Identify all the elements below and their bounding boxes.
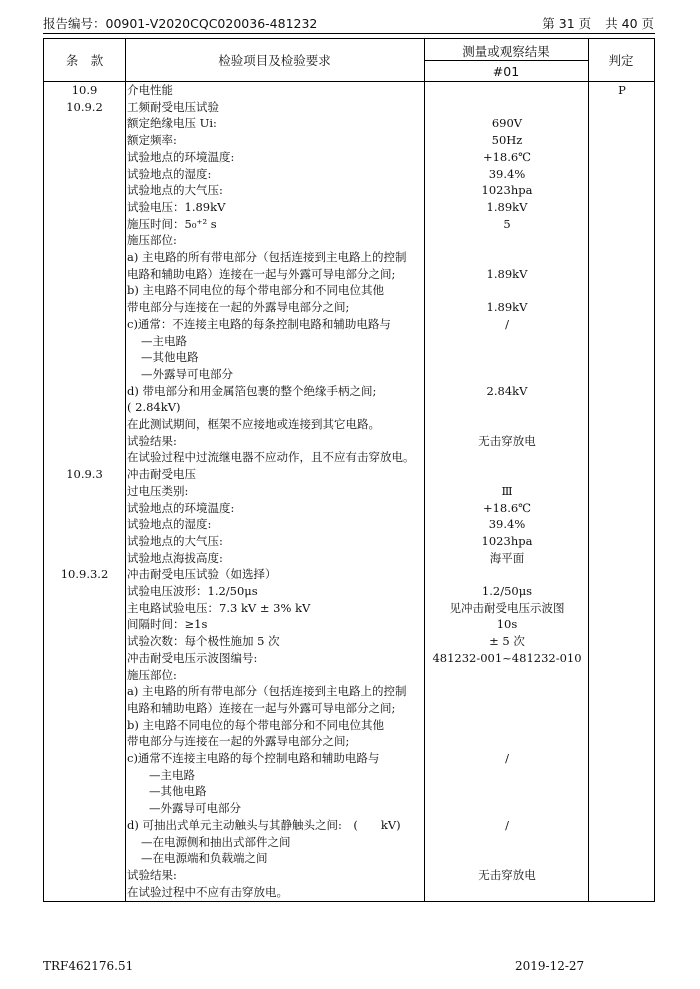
row-item: 冲击耐受电压试验（如选择） <box>127 567 277 582</box>
row-result: 海平面 <box>489 550 525 565</box>
row-result: ± 5 次 <box>489 634 525 649</box>
row-item: 施压部位: <box>127 233 177 248</box>
clause-header: 条 款 <box>65 53 104 68</box>
table-row <box>44 800 654 817</box>
row-item: 在试验过程中过流继电器不应动作，且不应有击穿放电。 <box>127 450 415 465</box>
table-row <box>44 884 654 901</box>
table-row <box>44 132 654 149</box>
row-item: 试验结果: <box>127 433 177 448</box>
table-row <box>44 783 654 800</box>
table-row <box>44 232 654 249</box>
table-row <box>44 750 654 767</box>
header-rule <box>43 33 655 34</box>
header-split-line <box>424 60 588 61</box>
table-row <box>44 550 654 567</box>
table-row <box>44 466 654 483</box>
row-item: —主电路 <box>149 767 195 782</box>
row-item: c)通常不连接主电路的每个控制电路和辅助电路与 <box>127 751 380 765</box>
table-row <box>44 566 654 583</box>
row-item: 过电压类别: <box>127 483 189 498</box>
row-item: 试验地点的环境温度: <box>127 149 235 164</box>
row-item: 试验地点的湿度: <box>127 166 212 181</box>
table-row <box>44 316 654 333</box>
table-row <box>44 667 654 684</box>
row-item: 冲击耐受电压 <box>127 467 196 482</box>
inspection-table <box>43 38 655 902</box>
table-row <box>44 867 654 884</box>
report-number: 报告编号：00901-V2020CQC020036-481232 <box>43 16 318 31</box>
row-item: 试验电压：1.89kV <box>127 199 226 214</box>
row-verdict: P <box>618 83 626 97</box>
table-row <box>44 166 654 183</box>
row-result: +18.6℃ <box>482 149 532 164</box>
row-result: 1023hpa <box>481 183 533 198</box>
row-item: —主电路 <box>141 333 187 348</box>
sample-header: #01 <box>492 64 520 79</box>
row-item: 试验地点的大气压: <box>127 533 223 548</box>
row-item: d) 带电部分和用金属箔包裹的整个绝缘手柄之间; <box>127 383 377 398</box>
row-result: / <box>505 316 509 331</box>
table-row <box>44 416 654 433</box>
row-item: a) 主电路的所有带电部分（包括连接到主电路上的控制 <box>127 250 407 264</box>
row-item: 间隔时间：≥1s <box>127 617 208 632</box>
row-item: —外露导可电部分 <box>149 801 241 816</box>
row-item: —在电源侧和抽出式部件之间 <box>141 834 291 849</box>
table-row <box>44 449 654 466</box>
row-result: 无击穿放电 <box>478 433 536 448</box>
row-item: 冲击耐受电压示波图编号: <box>127 650 258 665</box>
row-item: 试验地点的大气压: <box>127 183 223 198</box>
page-indicator <box>532 14 654 32</box>
table-row <box>44 483 654 500</box>
table-row <box>44 282 654 299</box>
table-row <box>44 266 654 283</box>
table-row <box>44 683 654 700</box>
row-item: 介电性能 <box>127 83 173 97</box>
table-row <box>44 383 654 400</box>
table-row <box>44 850 654 867</box>
row-item: —外露导可电部分 <box>141 366 233 381</box>
table-row <box>44 433 654 450</box>
row-result: 690V <box>491 116 523 131</box>
row-item: 工频耐受电压试验 <box>127 99 219 114</box>
table-row <box>44 533 654 550</box>
row-item: 额定绝缘电压 Ui: <box>127 116 217 131</box>
row-item: 试验地点海拔高度: <box>127 550 223 565</box>
row-item: 试验次数：每个极性施加 5 次 <box>127 634 280 649</box>
row-item: 电路和辅助电路）连接在一起与外露可导电部分之间; <box>127 266 396 281</box>
table-row <box>44 834 654 851</box>
row-item: 带电部分与连接在一起的外露导电部分之间; <box>127 300 350 315</box>
table-row <box>44 717 654 734</box>
row-clause: 10.9 <box>71 83 98 97</box>
row-item: 试验地点的环境温度: <box>127 500 235 515</box>
row-item: 电路和辅助电路）连接在一起与外露可导电部分之间; <box>127 700 396 715</box>
verdict-header: 判定 <box>608 53 634 68</box>
table-row <box>44 817 654 834</box>
row-result: 见冲击耐受电压示波图 <box>449 600 565 615</box>
table-row <box>44 115 654 132</box>
row-result: 39.4% <box>488 517 526 532</box>
table-row <box>44 650 654 667</box>
table-row <box>44 366 654 383</box>
row-result: / <box>505 751 509 765</box>
row-item: —其他电路 <box>141 350 199 365</box>
row-result: 10s <box>496 617 518 632</box>
page-total: 共 40 页 <box>605 16 654 31</box>
row-item: 试验地点的湿度: <box>127 517 212 532</box>
row-clause: 10.9.3.2 <box>60 567 109 582</box>
row-item: a) 主电路的所有带电部分（包括连接到主电路上的控制 <box>127 684 407 699</box>
table-row <box>44 399 654 416</box>
row-result: 1023hpa <box>481 533 533 548</box>
row-result: +18.6℃ <box>482 500 532 515</box>
row-result: 2.84kV <box>486 383 528 398</box>
row-result: 无击穿放电 <box>478 867 536 882</box>
row-result: Ⅲ <box>501 483 513 498</box>
row-item: 在试验过程中不应有击穿放电。 <box>127 884 288 899</box>
table-row <box>44 82 654 99</box>
row-result: 1.89kV <box>486 199 528 214</box>
row-item: —其他电路 <box>149 784 207 799</box>
row-item: 在此测试期间，框架不应接地或连接到其它电路。 <box>127 417 380 431</box>
item-header: 检验项目及检验要求 <box>218 53 331 68</box>
row-item: 额定频率: <box>127 133 177 148</box>
table-row <box>44 516 654 533</box>
row-item: —在电源端和负载端之间 <box>141 851 268 866</box>
table-row <box>44 99 654 116</box>
issue-date: 2019-12-27 <box>515 959 585 973</box>
result-header: 测量或观察结果 <box>462 44 550 59</box>
table-row <box>44 733 654 750</box>
row-item: b) 主电路不同电位的每个带电部分和不同电位其他 <box>127 283 385 298</box>
table-row <box>44 149 654 166</box>
table-row <box>44 600 654 617</box>
row-result: 1.89kV <box>486 300 528 315</box>
row-item: 试验结果: <box>127 867 177 882</box>
table-row <box>44 199 654 216</box>
row-clause: 10.9.2 <box>66 99 103 114</box>
row-item: c)通常：不连接主电路的每条控制电路和辅助电路与 <box>127 316 391 331</box>
row-item: 主电路试验电压：7.3 kV ± 3% kV <box>127 600 311 615</box>
table-row <box>44 700 654 717</box>
row-item: 带电部分与连接在一起的外露导电部分之间; <box>127 734 350 749</box>
page-number: 第 31 页 <box>542 16 592 31</box>
row-item: d) 可抽出式单元主动触头与其静触头之间: ( kV) <box>127 817 401 832</box>
row-result: 50Hz <box>491 133 523 148</box>
table-row <box>44 216 654 233</box>
table-row <box>44 616 654 633</box>
row-item: b) 主电路不同电位的每个带电部分和不同电位其他 <box>127 717 385 732</box>
row-result: 1.89kV <box>486 266 528 281</box>
table-row <box>44 500 654 517</box>
table-row <box>44 633 654 650</box>
table-row <box>44 333 654 350</box>
row-item: ( 2.84kV) <box>127 400 181 415</box>
row-result: / <box>505 817 509 832</box>
table-row <box>44 767 654 784</box>
form-code: TRF462176.51 <box>43 959 134 973</box>
row-item: 试验电压波形：1.2/50μs <box>127 584 258 598</box>
row-result: 39.4% <box>488 166 526 181</box>
table-row <box>44 299 654 316</box>
table-row <box>44 182 654 199</box>
table-row <box>44 249 654 266</box>
row-item: 施压时间：5₀⁺² s <box>127 216 217 231</box>
row-result: 5 <box>503 216 511 231</box>
row-result: 481232-001~481232-010 <box>432 650 582 665</box>
table-row <box>44 583 654 600</box>
row-result: 1.2/50μs <box>481 584 533 598</box>
row-item: 施压部位: <box>127 667 177 682</box>
table-row <box>44 349 654 366</box>
row-clause: 10.9.3 <box>66 467 103 482</box>
